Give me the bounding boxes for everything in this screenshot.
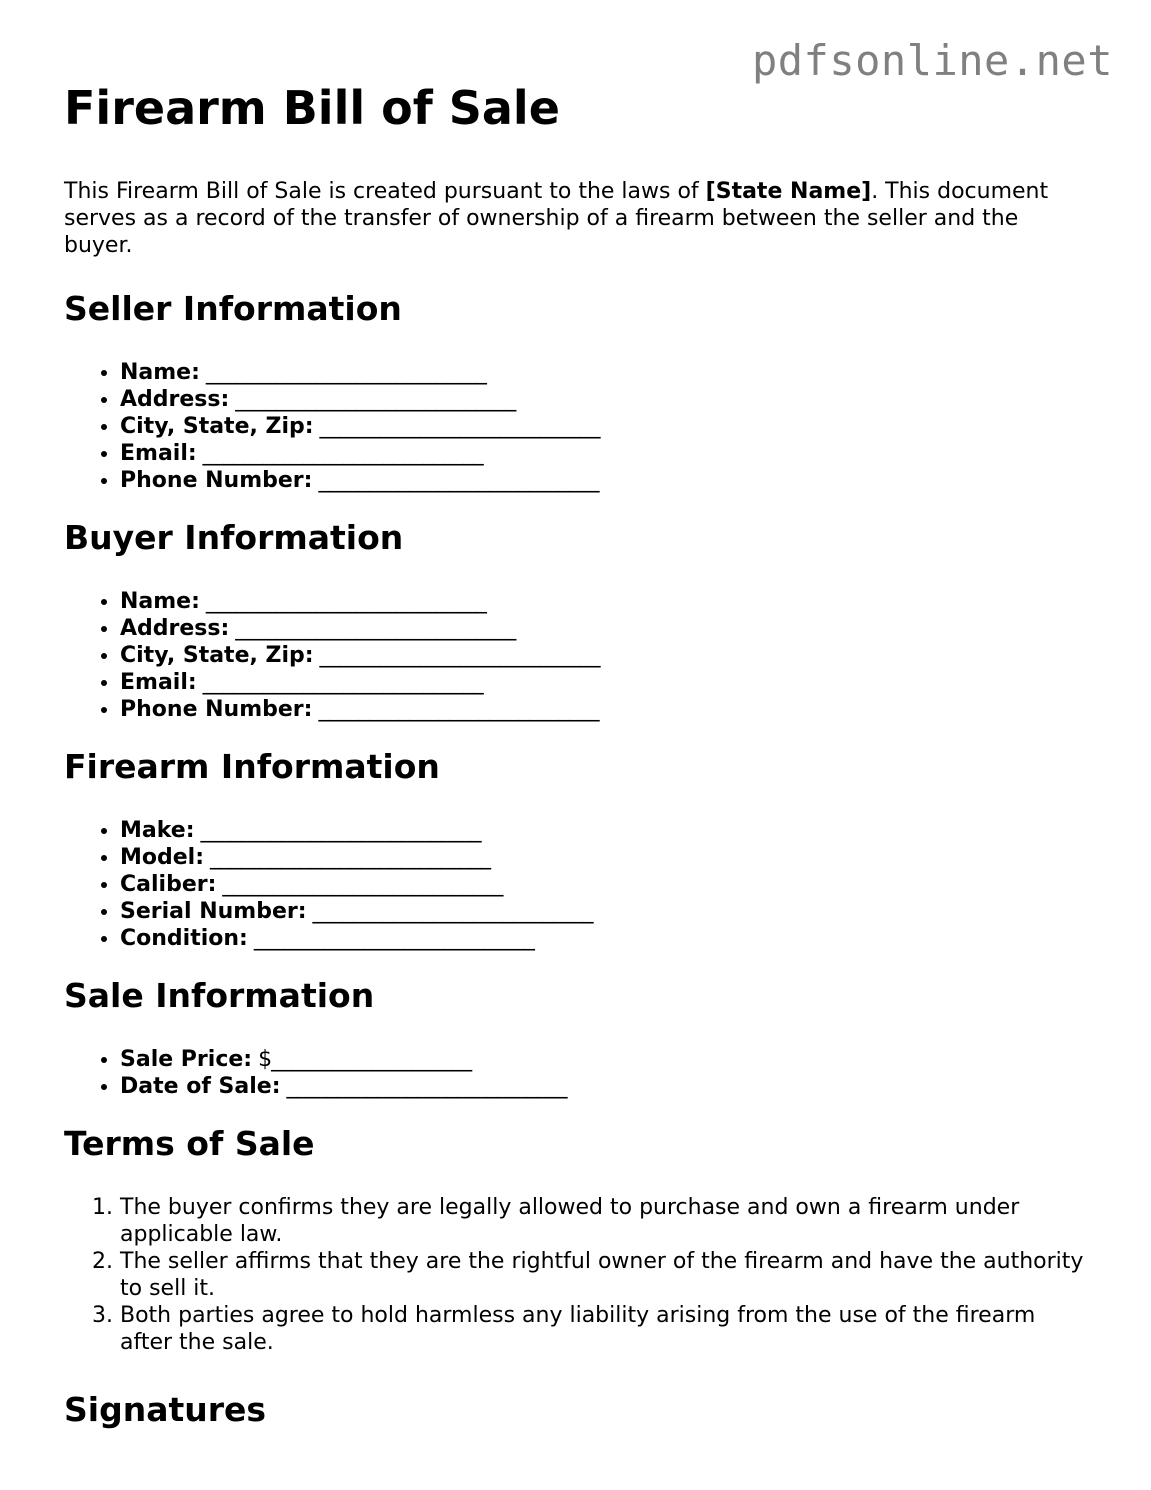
document-title: Firearm Bill of Sale [64,81,560,135]
field-label: Email: [120,670,197,695]
field-blank[interactable]: ____________________________ [313,414,600,439]
field-label: Make: [120,818,195,843]
field-label: Caliber: [120,872,217,897]
watermark: pdfsonline.net [751,36,1113,85]
field-blank[interactable]: ____________________________ [194,818,481,843]
buyer-email-field [120,669,1084,696]
sale-heading: Sale Information [64,976,375,1015]
term-item: 2. The seller affirms that they are the rightful owner of the firearm and have the authority to sell it. [120,1248,1084,1302]
field-label: Address: [120,387,230,412]
field-blank[interactable]: ____________________________ [196,441,483,466]
intro-text-after: . This document serves as a record of the transfer of ownership of a firearm between the seller and the buyer. [64,179,1049,258]
field-blank[interactable]: ____________________________ [229,387,516,412]
terms-heading: Terms of Sale [64,1124,315,1163]
field-label: Email: [120,441,197,466]
firearm-caliber-field [120,871,1084,898]
field-blank[interactable]: $____________________ [252,1047,472,1072]
term-item: 1. The buyer confirms they are legally allowed to purchase and own a firearm under applicable law. [120,1194,1084,1248]
field-label: City, State, Zip: [120,414,314,439]
field-label: City, State, Zip: [120,643,314,668]
field-blank[interactable]: ____________________________ [312,468,599,493]
field-blank[interactable]: ____________________________ [247,926,534,951]
field-label: Name: [120,360,200,385]
field-blank[interactable]: ____________________________ [312,697,599,722]
buyer-address-field [120,615,1084,642]
intro-text-before: This Firearm Bill of Sale is created pursuant to the laws of [64,179,706,204]
firearm-fields [64,817,1084,952]
seller-phone-field [120,467,1084,494]
buyer-fields [64,588,1084,723]
seller-address-field [120,386,1084,413]
seller-fields [64,359,1084,494]
field-label: Model: [120,845,205,870]
sale-date-field [120,1073,1084,1100]
buyer-city-state-zip-field [120,642,1084,669]
firearm-make-field [120,817,1084,844]
buyer-heading: Buyer Information [64,518,404,557]
field-blank[interactable]: ____________________________ [199,589,486,614]
buyer-phone-field [120,696,1084,723]
field-label: Date of Sale: [120,1074,281,1099]
seller-name-field [120,359,1084,386]
field-label: Serial Number: [120,899,307,924]
document-body [64,80,1084,1460]
field-label: Address: [120,616,230,641]
firearm-heading: Firearm Information [64,747,440,786]
field-label: Phone Number: [120,697,313,722]
field-blank[interactable]: ____________________________ [229,616,516,641]
signatures-heading: Signatures [64,1390,267,1429]
intro-paragraph [64,178,1084,259]
field-blank[interactable]: ____________________________ [306,899,593,924]
field-blank[interactable]: ____________________________ [216,872,503,897]
buyer-name-field [120,588,1084,615]
firearm-condition-field [120,925,1084,952]
field-blank[interactable]: ____________________________ [196,670,483,695]
field-blank[interactable]: ____________________________ [199,360,486,385]
terms-list [64,1194,1084,1356]
firearm-serial-field [120,898,1084,925]
term-item: 3. Both parties agree to hold harmless any liability arising from the use of the firearm after the sale. [120,1302,1084,1356]
field-blank[interactable]: ____________________________ [313,643,600,668]
field-label: Sale Price: [120,1047,253,1072]
seller-heading: Seller Information [64,289,402,328]
field-label: Condition: [120,926,248,951]
field-label: Name: [120,589,200,614]
sale-fields [64,1046,1084,1100]
field-blank[interactable]: ____________________________ [280,1074,567,1099]
firearm-model-field [120,844,1084,871]
state-name-placeholder: [State Name] [705,179,872,204]
field-label: Phone Number: [120,468,313,493]
sale-price-field [120,1046,1084,1073]
seller-city-state-zip-field [120,413,1084,440]
seller-email-field [120,440,1084,467]
field-blank[interactable]: ____________________________ [204,845,491,870]
